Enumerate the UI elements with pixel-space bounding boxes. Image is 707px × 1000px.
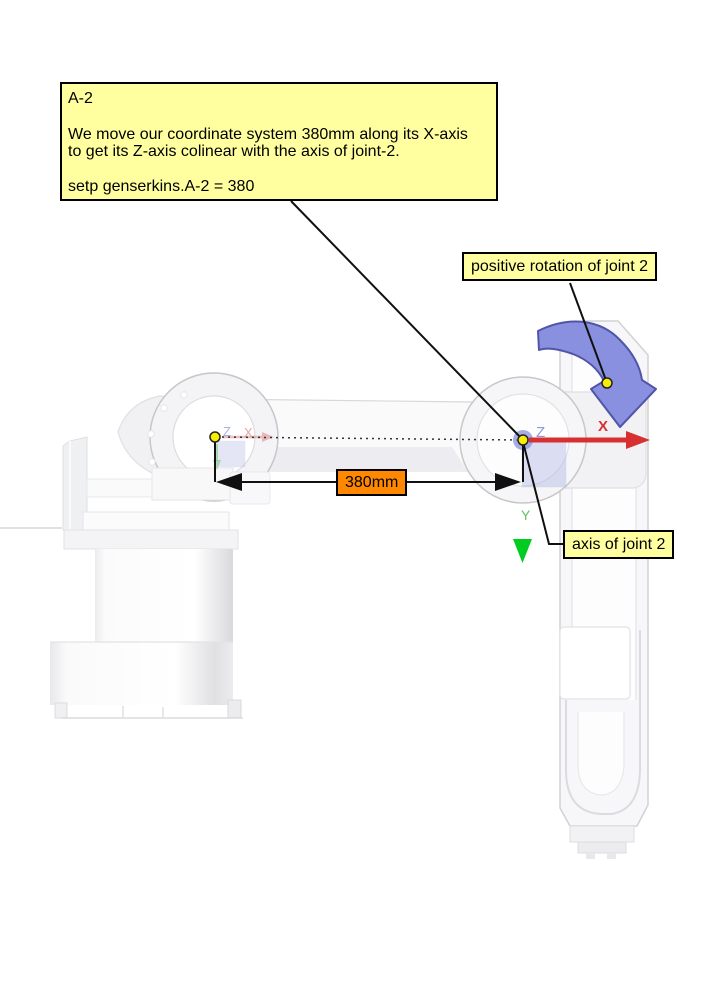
label-positive-rotation: positive rotation of joint 2: [462, 252, 657, 281]
x-axis-label: X: [598, 418, 609, 435]
callout-box-a2: [60, 82, 498, 201]
marker-dot-rotation-arrow: [602, 378, 612, 388]
z-axis-label: Z: [536, 424, 546, 441]
robot-render: [0, 321, 648, 859]
shoulder-z-axis-label: Z: [223, 424, 231, 439]
label-dimension-380mm: 380mm: [336, 469, 407, 496]
callout-command: setp genserkins.A-2 = 380: [68, 178, 255, 195]
label-axis-of-joint2: axis of joint 2: [563, 530, 674, 559]
marker-dot-shoulder-origin: [210, 432, 220, 442]
shoulder-bracket: [152, 468, 233, 500]
shoulder-x-axis-label: X: [244, 425, 253, 440]
callout-title: A-2: [68, 90, 93, 107]
callout-body-line2: to get its Z-axis colinear with the axis of joint-2.: [68, 143, 400, 160]
shoulder-frame-plane: [217, 441, 245, 467]
marker-dot-joint2-origin: [518, 435, 528, 445]
callout-body-line1: We move our coordinate system 380mm along its X-axis: [68, 126, 468, 143]
y-axis-label: Y: [521, 507, 531, 523]
y-axis-arrowhead: [513, 539, 532, 563]
